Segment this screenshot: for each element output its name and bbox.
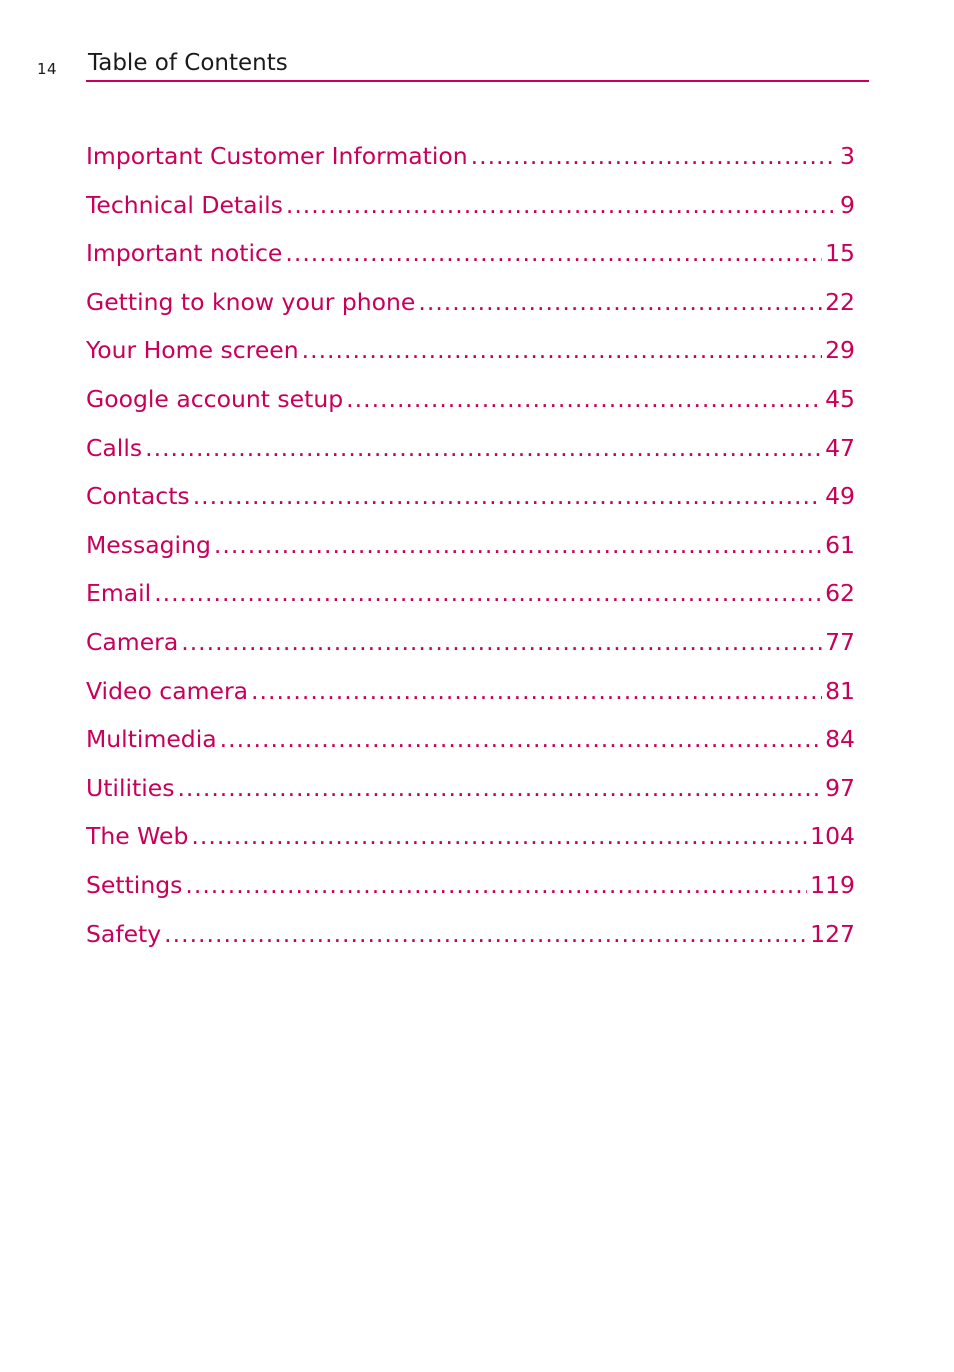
toc-entry-title: Video camera xyxy=(86,676,249,705)
toc-entry[interactable] xyxy=(86,618,855,667)
toc-entry[interactable] xyxy=(86,861,855,910)
toc-entry-page: 119 xyxy=(810,870,855,899)
toc-entry-page: 22 xyxy=(825,287,855,316)
toc-entry-title: Utilities xyxy=(86,773,175,802)
toc-entry[interactable] xyxy=(86,715,855,764)
toc-entry-page: 127 xyxy=(810,919,855,948)
toc-entry[interactable] xyxy=(86,326,855,375)
toc-dot-leader xyxy=(214,521,822,570)
page-title: Table of Contents xyxy=(88,50,288,76)
toc-dot-leader xyxy=(191,812,807,861)
toc-entry-page: 15 xyxy=(825,239,855,268)
toc-entry-page: 47 xyxy=(825,433,855,462)
toc-entry-title: Your Home screen xyxy=(86,336,299,365)
toc-dot-leader xyxy=(285,229,822,278)
toc-entry-page: 62 xyxy=(825,579,855,608)
toc-entry-title: Multimedia xyxy=(86,725,217,754)
table-of-contents xyxy=(86,132,855,958)
toc-entry-page: 45 xyxy=(825,384,855,413)
toc-entry-page: 84 xyxy=(825,725,855,754)
toc-entry-title: Camera xyxy=(86,627,179,656)
toc-dot-leader xyxy=(185,861,807,910)
toc-entry-title: Getting to know your phone xyxy=(86,287,416,316)
toc-entry[interactable] xyxy=(86,812,855,861)
toc-entry-page: 61 xyxy=(825,530,855,559)
toc-entry-title: Important notice xyxy=(86,239,283,268)
toc-entry[interactable] xyxy=(86,424,855,473)
toc-dot-leader xyxy=(181,618,822,667)
toc-dot-leader xyxy=(346,375,822,424)
toc-entry[interactable] xyxy=(86,569,855,618)
toc-entry[interactable] xyxy=(86,132,855,181)
toc-entry-page: 3 xyxy=(840,142,855,170)
toc-entry-page: 49 xyxy=(825,482,855,511)
toc-entry-page: 97 xyxy=(825,773,855,802)
toc-entry[interactable] xyxy=(86,472,855,521)
toc-dot-leader xyxy=(418,278,822,327)
toc-entry-title: Google account setup xyxy=(86,384,344,413)
toc-entry[interactable] xyxy=(86,181,855,230)
toc-dot-leader xyxy=(302,326,822,375)
toc-entry[interactable] xyxy=(86,521,855,570)
header-divider xyxy=(86,80,869,82)
toc-entry-title: Messaging xyxy=(86,530,211,559)
toc-dot-leader xyxy=(154,569,822,618)
toc-entry[interactable] xyxy=(86,278,855,327)
toc-entry[interactable] xyxy=(86,667,855,716)
toc-entry-page: 29 xyxy=(825,336,855,365)
toc-entry-title: The Web xyxy=(86,822,189,851)
toc-dot-leader xyxy=(220,715,822,764)
toc-dot-leader xyxy=(286,181,837,230)
toc-entry-page: 81 xyxy=(825,676,855,705)
toc-entry[interactable] xyxy=(86,229,855,278)
toc-dot-leader xyxy=(193,472,822,521)
toc-entry-title: Contacts xyxy=(86,482,190,511)
toc-dot-leader xyxy=(251,667,822,716)
toc-entry-title: Important Customer Information xyxy=(86,142,468,170)
toc-dot-leader xyxy=(471,132,837,181)
toc-dot-leader xyxy=(164,910,807,959)
toc-dot-leader xyxy=(145,424,822,473)
page-number: 14 xyxy=(37,60,58,78)
page-header xyxy=(0,0,954,90)
toc-entry-title: Calls xyxy=(86,433,143,462)
toc-entry-page: 104 xyxy=(810,822,855,851)
toc-entry-page: 9 xyxy=(840,190,855,219)
toc-entry-title: Technical Details xyxy=(86,190,283,219)
toc-dot-leader xyxy=(177,764,822,813)
toc-entry-page: 77 xyxy=(825,627,855,656)
toc-entry-title: Settings xyxy=(86,870,183,899)
toc-entry[interactable] xyxy=(86,375,855,424)
toc-entry[interactable] xyxy=(86,910,855,959)
toc-entry-title: Safety xyxy=(86,919,162,948)
toc-entry[interactable] xyxy=(86,764,855,813)
toc-entry-title: Email xyxy=(86,579,152,608)
